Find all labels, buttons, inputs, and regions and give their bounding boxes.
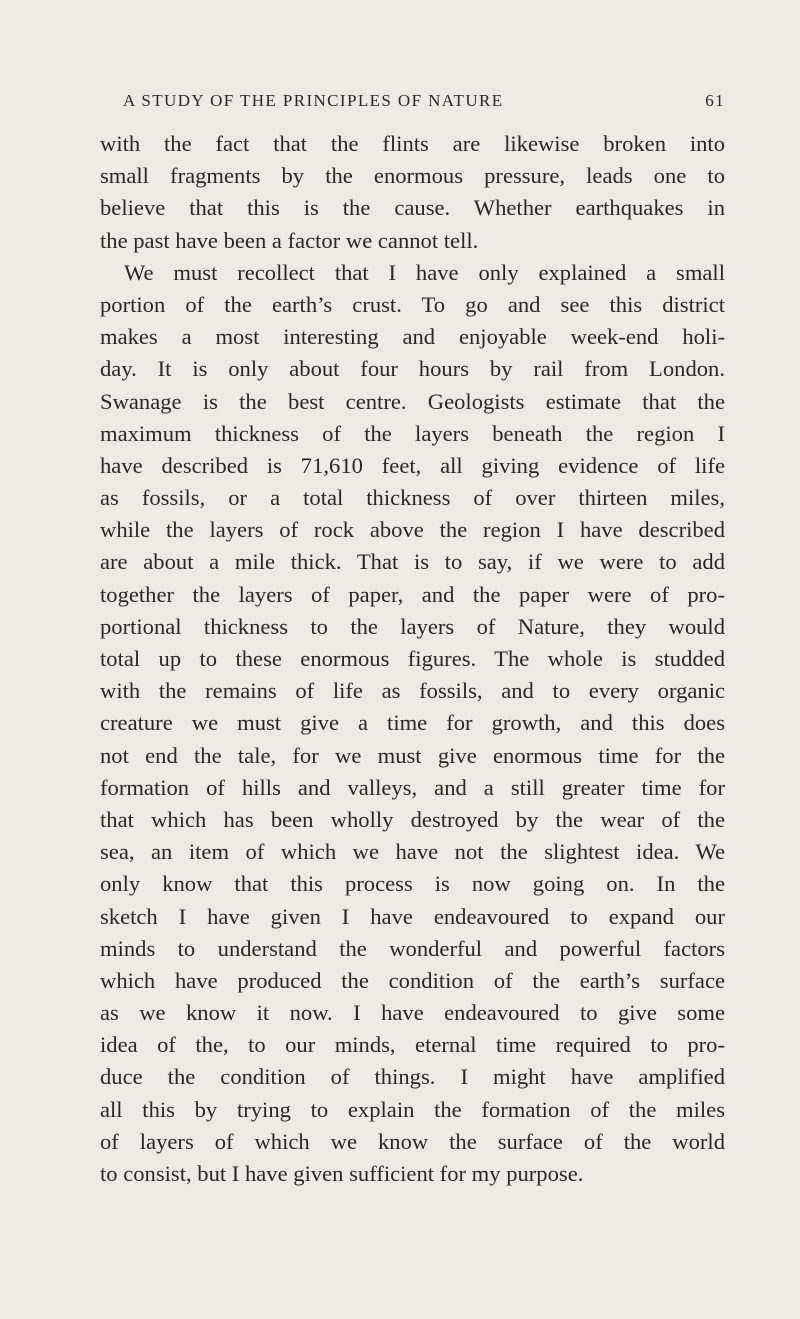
running-head bbox=[100, 88, 725, 114]
text-line: have described is 71,610 feet, all giving evidence of life bbox=[100, 452, 725, 478]
text-line: Swanage is the best centre. Geologists estimate that the bbox=[100, 388, 725, 414]
text-line: portional thickness to the layers of Nature, they would bbox=[100, 613, 725, 639]
text-line: only know that this process is now going on. In the bbox=[100, 871, 725, 897]
body-text bbox=[100, 128, 725, 1190]
page-number: 61 bbox=[705, 91, 725, 110]
text-line: that which has been wholly destroyed by the wear of the bbox=[100, 806, 725, 832]
text-line: We must recollect that I have only explained a small bbox=[124, 259, 725, 285]
text-line: day. It is only about four hours by rail from London. bbox=[100, 356, 725, 382]
text-line: duce the condition of things. I might have amplified bbox=[100, 1064, 725, 1090]
text-line: the past have been a factor we cannot tell. bbox=[100, 227, 479, 253]
text-line: maximum thickness of the layers beneath the region I bbox=[100, 420, 725, 446]
text-line: with the fact that the flints are likewise broken into bbox=[100, 131, 725, 156]
text-line: as fossils, or a total thickness of over thirteen miles, bbox=[100, 485, 725, 511]
text-line: portion of the earth’s crust. To go and see this district bbox=[100, 291, 725, 317]
text-line: small fragments by the enormous pressure, leads one to bbox=[100, 163, 725, 189]
text-line: while the layers of rock above the region I have described bbox=[100, 517, 725, 543]
text-line: formation of hills and valleys, and a still greater time for bbox=[100, 774, 725, 800]
text-line: believe that this is the cause. Whether earthquakes in bbox=[100, 195, 725, 221]
text-line: makes a most interesting and enjoyable week-end holi- bbox=[100, 324, 725, 350]
text-line: with the remains of life as fossils, and to every organic bbox=[100, 678, 725, 704]
text-line: sea, an item of which we have not the slightest idea. We bbox=[100, 839, 725, 865]
text-line: of layers of which we know the surface of the world bbox=[100, 1128, 725, 1154]
text-line: not end the tale, for we must give enormous time for the bbox=[100, 742, 725, 768]
text-line: creature we must give a time for growth, and this does bbox=[100, 710, 725, 736]
text-line: are about a mile thick. That is to say, if we were to add bbox=[100, 549, 725, 575]
text-line: sketch I have given I have endeavoured to expand our bbox=[100, 903, 725, 929]
text-line: together the layers of paper, and the paper were of pro- bbox=[100, 581, 725, 607]
text-line: minds to understand the wonderful and powerful factors bbox=[100, 935, 725, 961]
running-title: A STUDY OF THE PRINCIPLES OF NATURE bbox=[123, 91, 504, 110]
text-line: to consist, but I have given sufficient for my purpose. bbox=[100, 1161, 584, 1186]
text-line: as we know it now. I have endeavoured to give some bbox=[100, 1000, 725, 1026]
text-line: total up to these enormous figures. The whole is studded bbox=[100, 646, 725, 671]
text-line: idea of the, to our minds, eternal time required to pro- bbox=[100, 1032, 725, 1058]
text-line: all this by trying to explain the formation of the miles bbox=[100, 1096, 725, 1122]
text-line: which have produced the condition of the earth’s surface bbox=[100, 967, 725, 993]
